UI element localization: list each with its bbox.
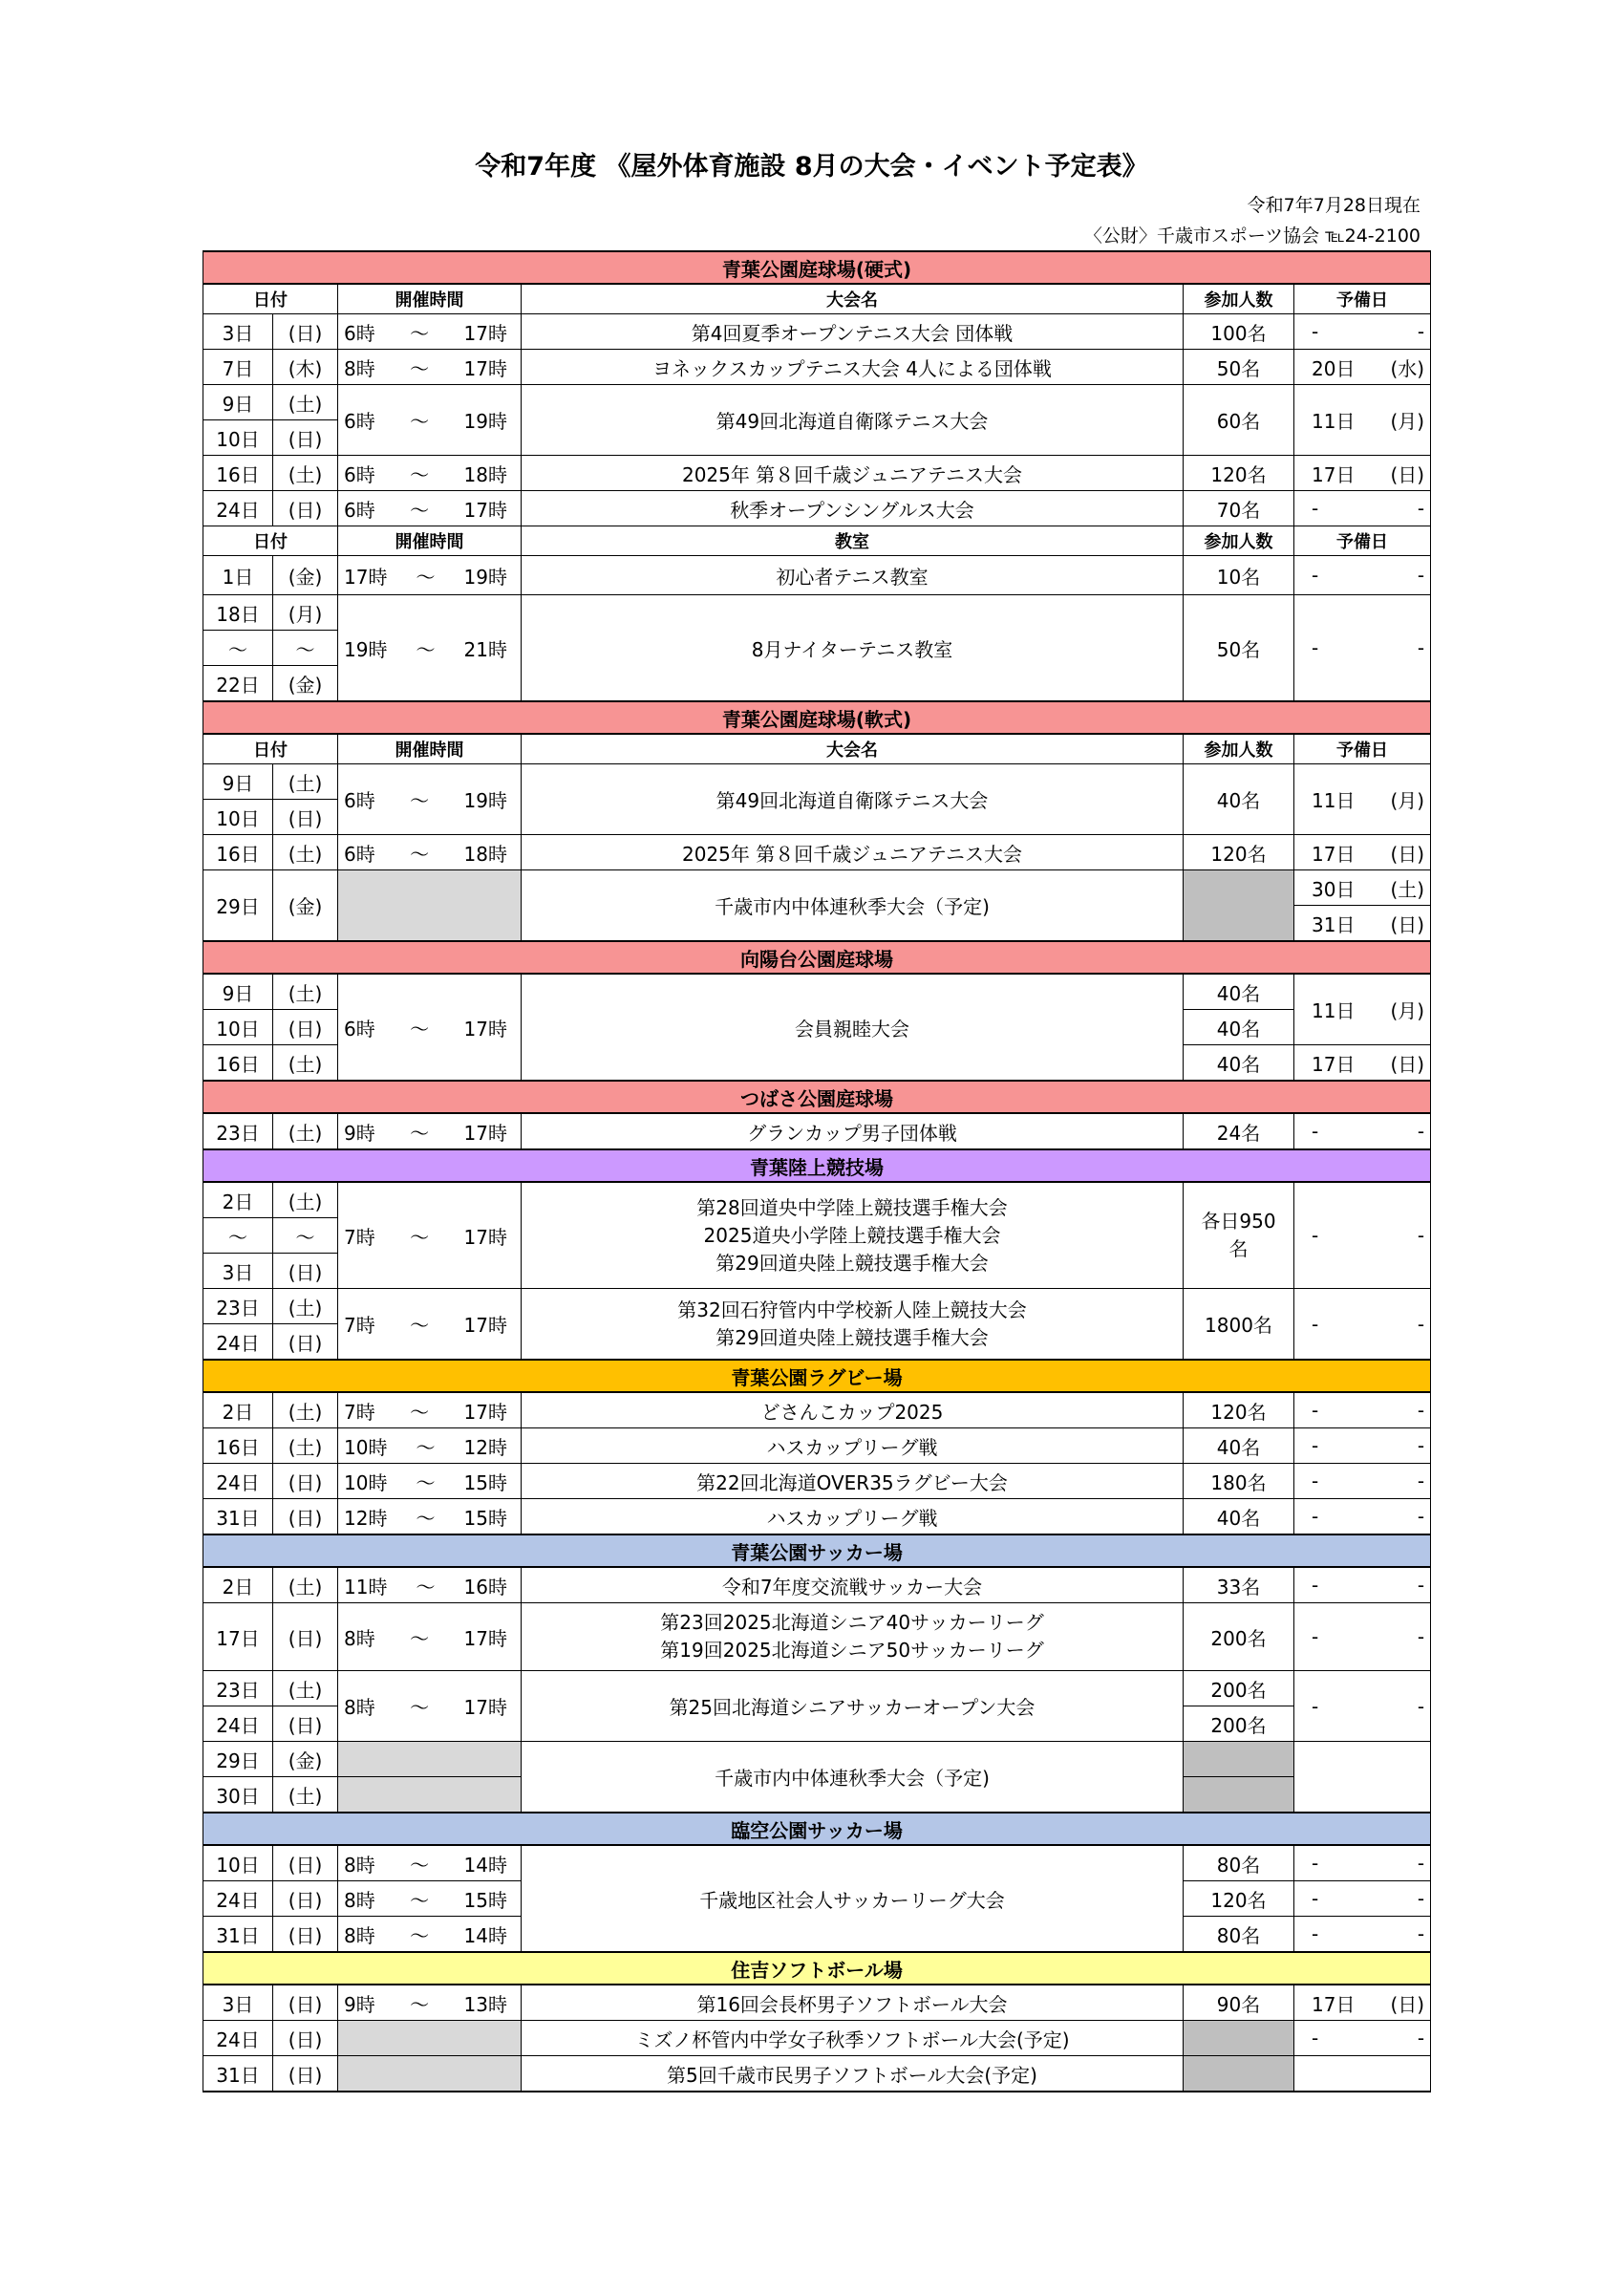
time-cell: 10時 ～ 15時 <box>338 1464 522 1499</box>
event-line: 第19回2025北海道シニア50サッカーリーグ <box>660 1639 1044 1662</box>
time-cell: 8時 ～ 17時 <box>338 1603 522 1671</box>
event-cell: 第22回北海道OVER35ラグビー大会 <box>522 1464 1184 1499</box>
table-row <box>203 1113 1431 1149</box>
table-row <box>203 2056 1431 2092</box>
section-title: 青葉公園庭球場(軟式) <box>203 701 1431 734</box>
day-cell: 22日 <box>203 666 273 702</box>
table-row <box>203 1742 1431 1777</box>
weekday-cell: (日) <box>273 800 338 835</box>
people-cell: 40名 <box>1184 1045 1294 1082</box>
event-cell: 秋季オープンシングルス大会 <box>522 491 1184 526</box>
section-title: 青葉公園庭球場(硬式) <box>203 251 1431 284</box>
day-cell: 23日 <box>203 1289 273 1324</box>
table-row <box>203 385 1431 420</box>
people-cell: 200名 <box>1184 1706 1294 1742</box>
day-cell: 2日 <box>203 1182 273 1218</box>
event-cell: 第49回北海道自衛隊テニス大会 <box>522 764 1184 835</box>
time-header: 開催時間 <box>338 734 522 764</box>
reserve-cell: 30日 (土) <box>1294 870 1431 906</box>
reserve-cell: - - <box>1294 1428 1431 1464</box>
people-cell: 40名 <box>1184 974 1294 1010</box>
weekday-cell: (金) <box>273 870 338 942</box>
event-cell: 2025年 第８回千歳ジュニアテニス大会 <box>522 835 1184 870</box>
event-line: 第32回石狩管内中学校新人陸上競技大会 <box>677 1298 1027 1321</box>
table-row <box>203 835 1431 870</box>
reserve-cell: 17日 (日) <box>1294 835 1431 870</box>
day-cell: 3日 <box>203 314 273 350</box>
people-header: 参加人数 <box>1184 526 1294 556</box>
weekday-cell: ～ <box>273 631 338 666</box>
day-cell: 16日 <box>203 1428 273 1464</box>
section-header <box>203 941 1431 974</box>
people-cell: 24名 <box>1184 1113 1294 1149</box>
section-header <box>203 1360 1431 1392</box>
reserve-cell: - - <box>1294 1917 1431 1953</box>
table-row <box>203 491 1431 526</box>
reserve-cell: - - <box>1294 1881 1431 1917</box>
weekday-cell: (木) <box>273 350 338 385</box>
reserve-cell: - - <box>1294 1464 1431 1499</box>
table-row <box>203 1499 1431 1535</box>
reserve-cell: - - <box>1294 2021 1431 2056</box>
reserve-cell: 17日 (日) <box>1294 1985 1431 2021</box>
weekday-cell: (土) <box>273 764 338 800</box>
section-title: 臨空公園サッカー場 <box>203 1813 1431 1845</box>
reserve-cell: - - <box>1294 1671 1431 1742</box>
reserve-cell: 17日 (日) <box>1294 456 1431 491</box>
time-cell-empty <box>338 2056 522 2092</box>
day-cell: 24日 <box>203 1464 273 1499</box>
day-cell: 9日 <box>203 974 273 1010</box>
time-cell: 6時 ～ 17時 <box>338 974 522 1081</box>
time-cell: 8時 ～ 17時 <box>338 1671 522 1742</box>
time-header: 開催時間 <box>338 284 522 314</box>
event-cell: 会員親睦大会 <box>522 974 1184 1081</box>
day-cell: 24日 <box>203 1706 273 1742</box>
time-cell: 6時 ～ 17時 <box>338 314 522 350</box>
day-cell: 2日 <box>203 1567 273 1603</box>
people-cell: 10名 <box>1184 556 1294 595</box>
reserve-cell: - - <box>1294 1113 1431 1149</box>
reserve-cell-empty <box>1294 2056 1431 2092</box>
day-cell: 18日 <box>203 595 273 631</box>
table-row <box>203 1985 1431 2021</box>
day-cell: 30日 <box>203 1777 273 1813</box>
day-cell: 10日 <box>203 800 273 835</box>
day-cell: 31日 <box>203 1499 273 1535</box>
event-cell: 第16回会長杯男子ソフトボール大会 <box>522 1985 1184 2021</box>
as-of-date: 令和7年7月28日現在 <box>1247 195 1420 216</box>
table-row <box>203 350 1431 385</box>
weekday-cell: (土) <box>273 974 338 1010</box>
reserve-header: 予備日 <box>1294 284 1431 314</box>
table-row <box>203 2021 1431 2056</box>
event-line: 第28回道央中学陸上競技選手権大会 <box>696 1195 1008 1219</box>
event-cell: グランカップ男子団体戦 <box>522 1113 1184 1149</box>
weekday-cell: (土) <box>273 1671 338 1706</box>
time-cell: 19時 ～ 21時 <box>338 595 522 702</box>
reserve-cell-empty <box>1294 1742 1431 1813</box>
event-cell: 2025年 第８回千歳ジュニアテニス大会 <box>522 456 1184 491</box>
time-cell: 8時 ～ 14時 <box>338 1845 522 1881</box>
day-cell: 16日 <box>203 1045 273 1082</box>
event-cell: どさんこカップ2025 <box>522 1392 1184 1428</box>
event-cell <box>522 1289 1184 1361</box>
people-cell: 33名 <box>1184 1567 1294 1603</box>
weekday-cell: (日) <box>273 2056 338 2092</box>
people-header: 参加人数 <box>1184 734 1294 764</box>
column-header-row <box>203 734 1431 764</box>
day-cell: 23日 <box>203 1671 273 1706</box>
time-cell: 6時 ～ 18時 <box>338 835 522 870</box>
time-cell: 10時 ～ 12時 <box>338 1428 522 1464</box>
weekday-cell: (日) <box>273 420 338 456</box>
weekday-cell: (日) <box>273 1464 338 1499</box>
weekday-cell: (金) <box>273 556 338 595</box>
event-cell: 8月ナイターテニス教室 <box>522 595 1184 702</box>
reserve-cell: 11日 (月) <box>1294 764 1431 835</box>
day-cell: 24日 <box>203 1881 273 1917</box>
time-cell: 7時 ～ 17時 <box>338 1182 522 1289</box>
people-cell: 120名 <box>1184 835 1294 870</box>
event-line: 2025道央小学陸上競技選手権大会 <box>703 1223 1001 1247</box>
weekday-cell: ～ <box>273 1218 338 1254</box>
time-cell-empty <box>338 870 522 942</box>
day-cell: 3日 <box>203 1254 273 1289</box>
day-cell: ～ <box>203 1218 273 1254</box>
time-cell-empty <box>338 2021 522 2056</box>
day-cell: 9日 <box>203 764 273 800</box>
people-cell: 80名 <box>1184 1917 1294 1953</box>
section-title: つばさ公園庭球場 <box>203 1081 1431 1113</box>
weekday-cell: (金) <box>273 666 338 702</box>
people-cell: 90名 <box>1184 1985 1294 2021</box>
weekday-cell: (月) <box>273 595 338 631</box>
people-cell: 60名 <box>1184 385 1294 456</box>
weekday-cell: (日) <box>273 1603 338 1671</box>
time-cell: 8時 ～ 17時 <box>338 350 522 385</box>
weekday-cell: (土) <box>273 835 338 870</box>
people-cell: 50名 <box>1184 350 1294 385</box>
section-title: 青葉公園ラグビー場 <box>203 1360 1431 1392</box>
event-line: 第23回2025北海道シニア40サッカーリーグ <box>660 1611 1044 1634</box>
time-cell: 8時 ～ 14時 <box>338 1917 522 1953</box>
event-header: 大会名 <box>522 734 1184 764</box>
table-row <box>203 764 1431 800</box>
weekday-cell: (日) <box>273 2021 338 2056</box>
day-cell: 23日 <box>203 1113 273 1149</box>
time-cell: 6時 ～ 17時 <box>338 491 522 526</box>
weekday-cell: (日) <box>273 1706 338 1742</box>
weekday-cell: (日) <box>273 1917 338 1953</box>
people-cell: 120名 <box>1184 1881 1294 1917</box>
day-cell: ～ <box>203 631 273 666</box>
weekday-cell: (日) <box>273 1985 338 2021</box>
event-cell: 第25回北海道シニアサッカーオープン大会 <box>522 1671 1184 1742</box>
event-cell <box>522 1182 1184 1289</box>
table-row <box>203 1428 1431 1464</box>
section-title: 住吉ソフトボール場 <box>203 1952 1431 1985</box>
time-cell: 8時 ～ 15時 <box>338 1881 522 1917</box>
table-row <box>203 1392 1431 1428</box>
weekday-cell: (金) <box>273 1742 338 1777</box>
section-header <box>203 1534 1431 1567</box>
weekday-cell: (土) <box>273 1113 338 1149</box>
organization-contact: 〈公財〉千歳市スポーツ協会 ℡24-2100 <box>1083 225 1420 247</box>
time-cell: 7時 ～ 17時 <box>338 1289 522 1361</box>
date-header: 日付 <box>203 734 338 764</box>
day-cell: 1日 <box>203 556 273 595</box>
time-cell: 17時 ～ 19時 <box>338 556 522 595</box>
time-cell: 12時 ～ 15時 <box>338 1499 522 1535</box>
reserve-cell: - - <box>1294 1845 1431 1881</box>
weekday-cell: (日) <box>273 1254 338 1289</box>
weekday-cell: (土) <box>273 1045 338 1082</box>
section-header <box>203 701 1431 734</box>
weekday-cell: (土) <box>273 1289 338 1324</box>
section-title: 青葉公園サッカー場 <box>203 1534 1431 1567</box>
day-cell: 16日 <box>203 456 273 491</box>
page-title: 令和7年度 《屋外体育施設 8月の大会・イベント予定表》 <box>475 152 1148 182</box>
weekday-cell: (土) <box>273 456 338 491</box>
event-cell: ハスカップリーグ戦 <box>522 1428 1184 1464</box>
weekday-cell: (日) <box>273 1324 338 1361</box>
day-cell: 10日 <box>203 420 273 456</box>
time-cell-empty <box>338 1742 522 1777</box>
day-cell: 10日 <box>203 1010 273 1045</box>
people-header: 参加人数 <box>1184 284 1294 314</box>
day-cell: 31日 <box>203 2056 273 2092</box>
weekday-cell: (日) <box>273 1010 338 1045</box>
day-cell: 24日 <box>203 2021 273 2056</box>
event-line: 第29回道央陸上競技選手権大会 <box>715 1325 989 1349</box>
weekday-cell: (土) <box>273 1428 338 1464</box>
reserve-cell: - - <box>1294 1392 1431 1428</box>
reserve-cell: 20日 (水) <box>1294 350 1431 385</box>
event-cell: 千歳市内中体連秋季大会（予定) <box>522 1742 1184 1813</box>
reserve-cell: - - <box>1294 1567 1431 1603</box>
table-row <box>203 456 1431 491</box>
day-cell: 3日 <box>203 1985 273 2021</box>
time-cell: 7時 ～ 17時 <box>338 1392 522 1428</box>
event-cell: 令和7年度交流戦サッカー大会 <box>522 1567 1184 1603</box>
reserve-header: 予備日 <box>1294 526 1431 556</box>
section-header <box>203 251 1431 284</box>
date-header: 日付 <box>203 526 338 556</box>
people-cell: 200名 <box>1184 1603 1294 1671</box>
weekday-cell: (日) <box>273 1845 338 1881</box>
weekday-cell: (土) <box>273 1567 338 1603</box>
reserve-cell: - - <box>1294 595 1431 702</box>
reserve-cell: 31日 (日) <box>1294 906 1431 942</box>
people-cell: 各日950名 <box>1184 1182 1294 1289</box>
section-header <box>203 1952 1431 1985</box>
time-cell-empty <box>338 1777 522 1813</box>
table-row <box>203 974 1431 1010</box>
reserve-cell: - - <box>1294 491 1431 526</box>
reserve-cell: 17日 (日) <box>1294 1045 1431 1082</box>
weekday-cell: (日) <box>273 1499 338 1535</box>
column-header-row <box>203 284 1431 314</box>
table-row <box>203 1182 1431 1218</box>
table-row <box>203 870 1431 906</box>
reserve-cell: - - <box>1294 314 1431 350</box>
day-cell: 17日 <box>203 1603 273 1671</box>
section-header <box>203 1149 1431 1182</box>
event-cell: 第5回千歳市民男子ソフトボール大会(予定) <box>522 2056 1184 2092</box>
event-cell: ヨネックスカップテニス大会 4人による団体戦 <box>522 350 1184 385</box>
people-cell-empty <box>1184 1777 1294 1813</box>
people-cell: 40名 <box>1184 1499 1294 1535</box>
table-row <box>203 314 1431 350</box>
class-header: 教室 <box>522 526 1184 556</box>
reserve-cell: 11日 (月) <box>1294 974 1431 1045</box>
day-cell: 31日 <box>203 1917 273 1953</box>
people-cell: 200名 <box>1184 1671 1294 1706</box>
people-cell: 40名 <box>1184 1428 1294 1464</box>
weekday-cell: (土) <box>273 1182 338 1218</box>
people-cell: 50名 <box>1184 595 1294 702</box>
people-cell-empty <box>1184 1742 1294 1777</box>
section-header <box>203 1081 1431 1113</box>
table-row <box>203 1845 1431 1881</box>
table-row <box>203 595 1431 631</box>
weekday-cell: (土) <box>273 1777 338 1813</box>
time-cell: 6時 ～ 18時 <box>338 456 522 491</box>
people-cell: 180名 <box>1184 1464 1294 1499</box>
section-header <box>203 1813 1431 1845</box>
event-cell: 初心者テニス教室 <box>522 556 1184 595</box>
people-cell-empty <box>1184 2021 1294 2056</box>
reserve-header: 予備日 <box>1294 734 1431 764</box>
time-header: 開催時間 <box>338 526 522 556</box>
event-cell <box>522 1603 1184 1671</box>
time-cell: 9時 ～ 13時 <box>338 1985 522 2021</box>
event-header: 大会名 <box>522 284 1184 314</box>
people-cell-empty <box>1184 2056 1294 2092</box>
people-cell: 40名 <box>1184 764 1294 835</box>
day-cell: 2日 <box>203 1392 273 1428</box>
time-cell: 11時 ～ 16時 <box>338 1567 522 1603</box>
weekday-cell: (土) <box>273 385 338 420</box>
day-cell: 29日 <box>203 1742 273 1777</box>
reserve-cell: - - <box>1294 1603 1431 1671</box>
people-cell: 120名 <box>1184 1392 1294 1428</box>
table-row <box>203 1289 1431 1324</box>
event-cell: 千歳市内中体連秋季大会（予定) <box>522 870 1184 942</box>
people-cell: 1800名 <box>1184 1289 1294 1361</box>
event-line: 第29回道央陸上競技選手権大会 <box>715 1251 989 1275</box>
weekday-cell: (日) <box>273 1881 338 1917</box>
people-cell: 70名 <box>1184 491 1294 526</box>
date-header: 日付 <box>203 284 338 314</box>
day-cell: 29日 <box>203 870 273 942</box>
table-row <box>203 1464 1431 1499</box>
table-row <box>203 556 1431 595</box>
day-cell: 7日 <box>203 350 273 385</box>
column-header-row <box>203 526 1431 556</box>
weekday-cell: (日) <box>273 314 338 350</box>
reserve-cell: - - <box>1294 556 1431 595</box>
day-cell: 24日 <box>203 1324 273 1361</box>
schedule-table <box>203 250 1431 2092</box>
weekday-cell: (土) <box>273 1392 338 1428</box>
time-cell: 6時 ～ 19時 <box>338 764 522 835</box>
event-cell: ミズノ杯管内中学女子秋季ソフトボール大会(予定) <box>522 2021 1184 2056</box>
table-row <box>203 1603 1431 1671</box>
table-row <box>203 1671 1431 1706</box>
time-cell: 9時 ～ 17時 <box>338 1113 522 1149</box>
time-cell: 6時 ～ 19時 <box>338 385 522 456</box>
reserve-cell: - - <box>1294 1182 1431 1289</box>
section-title: 青葉陸上競技場 <box>203 1149 1431 1182</box>
event-cell: 第4回夏季オープンテニス大会 団体戦 <box>522 314 1184 350</box>
reserve-cell: - - <box>1294 1499 1431 1535</box>
event-cell: 千歳地区社会人サッカーリーグ大会 <box>522 1845 1184 1952</box>
event-cell: ハスカップリーグ戦 <box>522 1499 1184 1535</box>
day-cell: 10日 <box>203 1845 273 1881</box>
people-cell: 80名 <box>1184 1845 1294 1881</box>
day-cell: 9日 <box>203 385 273 420</box>
section-title: 向陽台公園庭球場 <box>203 941 1431 974</box>
day-cell: 16日 <box>203 835 273 870</box>
people-cell: 120名 <box>1184 456 1294 491</box>
day-cell: 24日 <box>203 491 273 526</box>
weekday-cell: (日) <box>273 491 338 526</box>
event-cell: 第49回北海道自衛隊テニス大会 <box>522 385 1184 456</box>
people-cell: 100名 <box>1184 314 1294 350</box>
reserve-cell: - - <box>1294 1289 1431 1361</box>
reserve-cell: 11日 (月) <box>1294 385 1431 456</box>
people-cell-empty <box>1184 870 1294 942</box>
people-cell: 40名 <box>1184 1010 1294 1045</box>
table-row <box>203 1567 1431 1603</box>
